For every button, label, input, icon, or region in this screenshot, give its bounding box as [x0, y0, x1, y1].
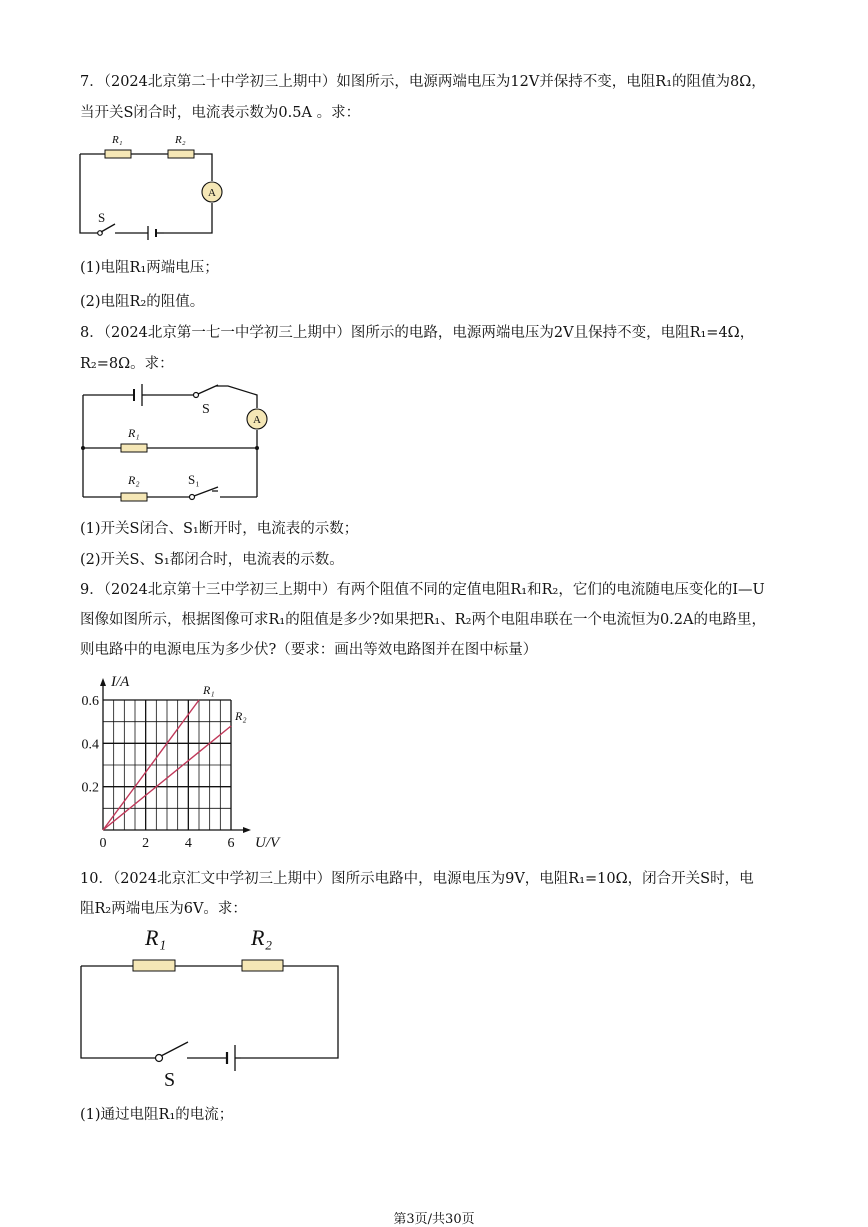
q7-sub2: (2)电阻R₂的阻值。: [80, 294, 205, 310]
q10-r1-label: R₁: [145, 925, 167, 950]
q8-line1: 8．（2024北京第一七一中学初三上期中）图所示的电路，电源两端电压为2V且保持不变，电阻R₁=4Ω，: [80, 325, 755, 341]
x-axis-arrow: [243, 827, 251, 833]
x-tick-label: 2: [142, 836, 150, 851]
q8-sub2: (2)开关S、S₁都闭合时，电流表的示数。: [80, 552, 344, 568]
q8-r1-label: R₁: [128, 426, 140, 440]
q8-line2: R₂=8Ω。求：: [80, 356, 174, 372]
q10-r2-resistor: [242, 960, 283, 971]
y-tick-label: 0.4: [81, 737, 99, 753]
x-tick-label: 0: [99, 836, 107, 851]
x-tick-label: 6: [227, 836, 235, 851]
q8-switch1-label: S₁: [188, 472, 200, 487]
q7-ammeter-label: A: [208, 187, 216, 199]
q8-r2-label: R₂: [128, 473, 140, 487]
q7-r2-resistor: [168, 150, 194, 158]
q7-switch-label: S: [98, 210, 106, 225]
q10-switch-label: S: [164, 1069, 176, 1091]
q7-r2-label: R₂: [175, 134, 186, 146]
q10-r1-resistor: [133, 960, 175, 971]
q8-sub1: (1)开关S闭合、S₁断开时，电流表的示数；: [80, 521, 359, 537]
q7-line2: 当开关S闭合时，电流表示数为0.5A 。求：: [80, 105, 361, 121]
q8-switch-label: S: [202, 402, 210, 417]
y-axis-arrow: [100, 678, 106, 686]
chart-grid: [103, 700, 231, 830]
q8-ammeter-label: A: [253, 414, 261, 426]
q10-line2: 阻R₂两端电压为6V。求：: [80, 901, 247, 917]
q7-sub1: (1)电阻R₁两端电压；: [80, 260, 219, 276]
q10-line1: 10．（2024北京汇文中学初三上期中）图所示电路中，电源电压为9V，电阻R₁=10Ω，闭合开关S时，电: [80, 871, 754, 887]
q9-line1: 9．（2024北京第十三中学初三上期中）有两个阻值不同的定值电阻R₁和R₂，它们的电流随电压变化的I—U: [80, 582, 765, 598]
x-tick-label: 4: [184, 836, 192, 851]
x-axis-title: U/V: [255, 835, 280, 851]
series-label-2: R₂: [235, 709, 247, 723]
q7-line1: 7．（2024北京第二十中学初三上期中）如图所示，电源两端电压为12V并保持不变，电阻R₁的阻值为8Ω，: [80, 74, 766, 90]
q10-r2-label: R₂: [251, 925, 273, 950]
q8-r1-resistor: [121, 444, 147, 452]
y-axis-title: I/A: [111, 674, 130, 690]
y-tick-label: 0.2: [81, 780, 99, 796]
iu-chart: [70, 660, 310, 860]
q7-circuit-diagram: [60, 128, 240, 243]
q10-circuit-diagram: [70, 918, 360, 1098]
page-footer: 第3页/共30页: [393, 1212, 475, 1227]
series-label-1: R₁: [203, 683, 215, 697]
y-tick-label: 0.6: [81, 694, 99, 709]
q8-circuit-diagram: [68, 375, 278, 505]
q9-line3: 则电路中的电源电压为多少伏?（要求：画出等效电路图并在图中标量）: [80, 642, 538, 658]
q7-r1-label: R₁: [112, 134, 123, 146]
q10-sub1: (1)通过电阻R₁的电流；: [80, 1107, 234, 1123]
q9-line2: 图像如图所示，根据图像可求R₁的阻值是多少?如果把R₁、R₂两个电阻串联在一个电流恒为0.2A的电路里，: [80, 612, 766, 628]
q7-r1-resistor: [105, 150, 131, 158]
q8-r2-resistor: [121, 493, 147, 501]
chart-axes: [100, 678, 251, 833]
